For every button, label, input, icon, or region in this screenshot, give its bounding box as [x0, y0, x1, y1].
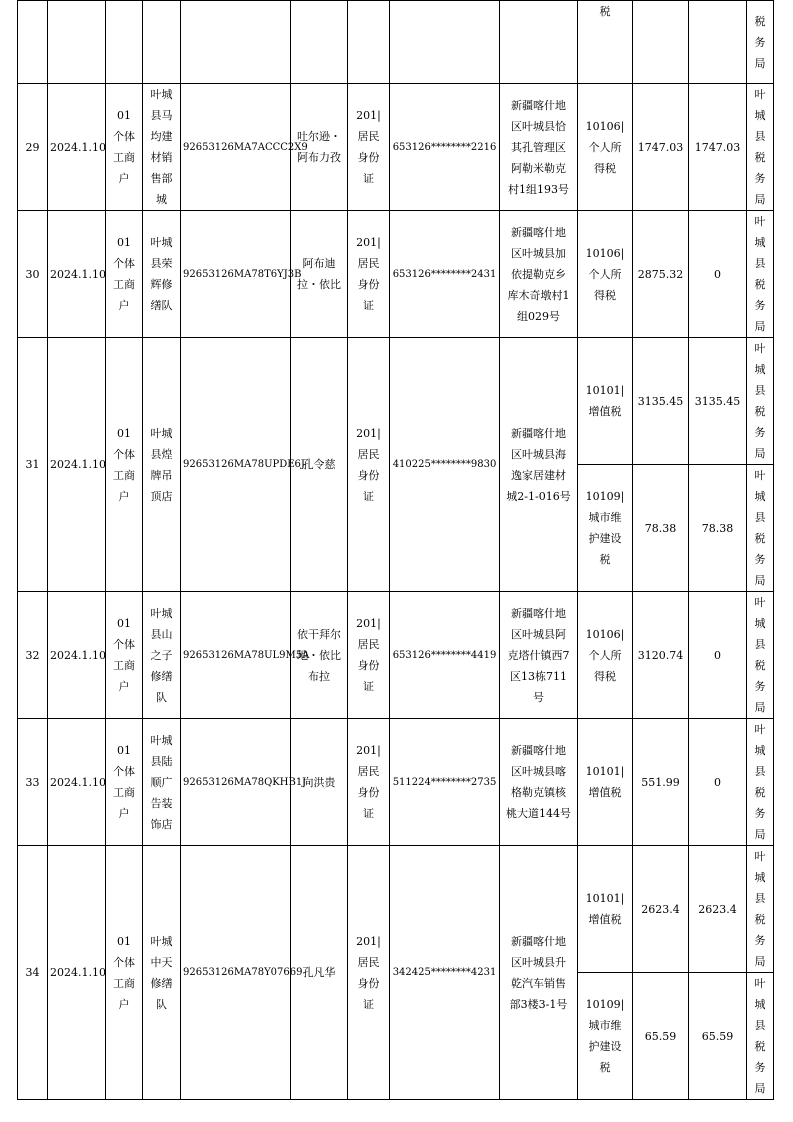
taxpayer-type-cell: 01个体工商户 [106, 211, 143, 338]
arrears-amount-cell: 3120.74 [633, 592, 689, 719]
arrears-amount-cell: 3135.45 [633, 338, 689, 465]
arrears-amount-cell: 78.38 [633, 465, 689, 592]
tax-item-cell: 10106|个人所得税 [578, 211, 633, 338]
tax-item-cell: 10101|增值税 [578, 719, 633, 846]
table-row [18, 211, 774, 338]
legal-person-cell: 依干拜尔地・依比布拉 [291, 592, 348, 719]
legal-person-cell: 吐尔逊・阿布力孜 [291, 84, 348, 211]
row-number: 33 [18, 719, 48, 846]
address-cell: 新疆喀什地区叶城县升乾汽车销售部3楼3-1号 [500, 846, 578, 1100]
current-arrears-cell: 0 [689, 592, 747, 719]
authority-cell: 叶城县税务局 [747, 338, 774, 465]
taxpayer-name-cell: 叶城县荣辉修缮队 [143, 211, 181, 338]
legal-person-cell: 孔令慈 [291, 338, 348, 592]
taxpayer-type-cell: 01个体工商户 [106, 84, 143, 211]
current-arrears-cell: 2623.4 [689, 846, 747, 973]
date-cell: 2024.1.10 [48, 211, 106, 338]
row-number: 34 [18, 846, 48, 1100]
credit-code-cell: 92653126MA78UPDE6J [181, 338, 291, 592]
arrears-amount-cell: 1747.03 [633, 84, 689, 211]
table-row [18, 338, 774, 465]
address-cell: 新疆喀什地区叶城县恰其孔管理区阿勒米勒克村1组193号 [500, 84, 578, 211]
tax-item-cell: 税 [578, 1, 633, 84]
tax-item-cell: 10106|个人所得税 [578, 592, 633, 719]
date-cell: 2024.1.10 [48, 84, 106, 211]
id-type-cell: 201|居民身份证 [348, 338, 390, 592]
address-cell: 新疆喀什地区叶城县喀格勒克镇核桃大道144号 [500, 719, 578, 846]
arrears-amount-cell: 65.59 [633, 973, 689, 1100]
legal-person-cell: 阿布迪拉・依比 [291, 211, 348, 338]
current-arrears-cell: 65.59 [689, 973, 747, 1100]
table-row [18, 592, 774, 719]
taxpayer-type-cell: 01个体工商户 [106, 846, 143, 1100]
id-number-cell: 653126********2216 [390, 84, 500, 211]
id-number-cell: 511224********2735 [390, 719, 500, 846]
id-number-cell: 342425********4231 [390, 846, 500, 1100]
taxpayer-type-cell: 01个体工商户 [106, 719, 143, 846]
id-type-cell: 201|居民身份证 [348, 719, 390, 846]
arrears-amount-cell: 2875.32 [633, 211, 689, 338]
arrears-amount-cell: 2623.4 [633, 846, 689, 973]
table-row [18, 84, 774, 211]
authority-cell: 叶城县税务局 [747, 592, 774, 719]
tax-item-cell: 10101|增值税 [578, 338, 633, 465]
taxpayer-type-cell: 01个体工商户 [106, 592, 143, 719]
date-cell: 2024.1.10 [48, 846, 106, 1100]
row-number: 30 [18, 211, 48, 338]
tax-table [17, 0, 774, 1100]
id-number-cell: 653126********2431 [390, 211, 500, 338]
id-type-cell: 201|居民身份证 [348, 211, 390, 338]
authority-cell: 叶城县税务局 [747, 211, 774, 338]
current-arrears-cell: 3135.45 [689, 338, 747, 465]
table-row [18, 719, 774, 846]
taxpayer-name-cell: 叶城县煌牌吊顶店 [143, 338, 181, 592]
authority-cell: 叶城县税务局 [747, 719, 774, 846]
row-number: 29 [18, 84, 48, 211]
current-arrears-cell: 78.38 [689, 465, 747, 592]
date-cell: 2024.1.10 [48, 592, 106, 719]
credit-code-cell: 92653126MA7ACCC2X9 [181, 84, 291, 211]
taxpayer-name-cell: 叶城县陆顺广告装饰店 [143, 719, 181, 846]
address-cell: 新疆喀什地区叶城县加依提勒克乡库木奇墩村1组029号 [500, 211, 578, 338]
authority-cell: 叶城县税务局 [747, 465, 774, 592]
table-row [18, 846, 774, 973]
row-number: 32 [18, 592, 48, 719]
table-row-continued [18, 1, 774, 84]
tax-item-cell: 10101|增值税 [578, 846, 633, 973]
date-cell: 2024.1.10 [48, 338, 106, 592]
authority-cell: 叶城县税务局 [747, 846, 774, 973]
current-arrears-cell: 0 [689, 211, 747, 338]
taxpayer-name-cell: 叶城县山之子修缮队 [143, 592, 181, 719]
tax-item-cell: 10109|城市维护建设税 [578, 465, 633, 592]
id-type-cell: 201|居民身份证 [348, 846, 390, 1100]
current-arrears-cell: 0 [689, 719, 747, 846]
address-cell: 新疆喀什地区叶城县海逸家居建材城2-1-016号 [500, 338, 578, 592]
address-cell: 新疆喀什地区叶城县阿克塔什镇西7区13栋711号 [500, 592, 578, 719]
id-type-cell: 201|居民身份证 [348, 84, 390, 211]
id-number-cell: 653126********4419 [390, 592, 500, 719]
credit-code-cell: 92653126MA78QKHB1J [181, 719, 291, 846]
taxpayer-name-cell: 叶城县马均建材销售部城 [143, 84, 181, 211]
id-number-cell: 410225********9830 [390, 338, 500, 592]
date-cell: 2024.1.10 [48, 719, 106, 846]
tax-arrears-document [17, 0, 773, 1095]
credit-code-cell: 92653126MA78Y07669 [181, 846, 291, 1100]
authority-cell: 叶城县税务局 [747, 84, 774, 211]
row-number: 31 [18, 338, 48, 592]
authority-cell: 税务局 [747, 1, 774, 84]
taxpayer-type-cell: 01个体工商户 [106, 338, 143, 592]
authority-cell: 叶城县税务局 [747, 973, 774, 1100]
credit-code-cell: 92653126MA78T6YJ3B [181, 211, 291, 338]
legal-person-cell: 孔凡华 [291, 846, 348, 1100]
tax-item-cell: 10109|城市维护建设税 [578, 973, 633, 1100]
id-type-cell: 201|居民身份证 [348, 592, 390, 719]
tax-item-cell: 10106|个人所得税 [578, 84, 633, 211]
arrears-amount-cell: 551.99 [633, 719, 689, 846]
legal-person-cell: 向洪贵 [291, 719, 348, 846]
credit-code-cell: 92653126MA78UL9M5A [181, 592, 291, 719]
current-arrears-cell: 1747.03 [689, 84, 747, 211]
taxpayer-name-cell: 叶城中天修缮队 [143, 846, 181, 1100]
